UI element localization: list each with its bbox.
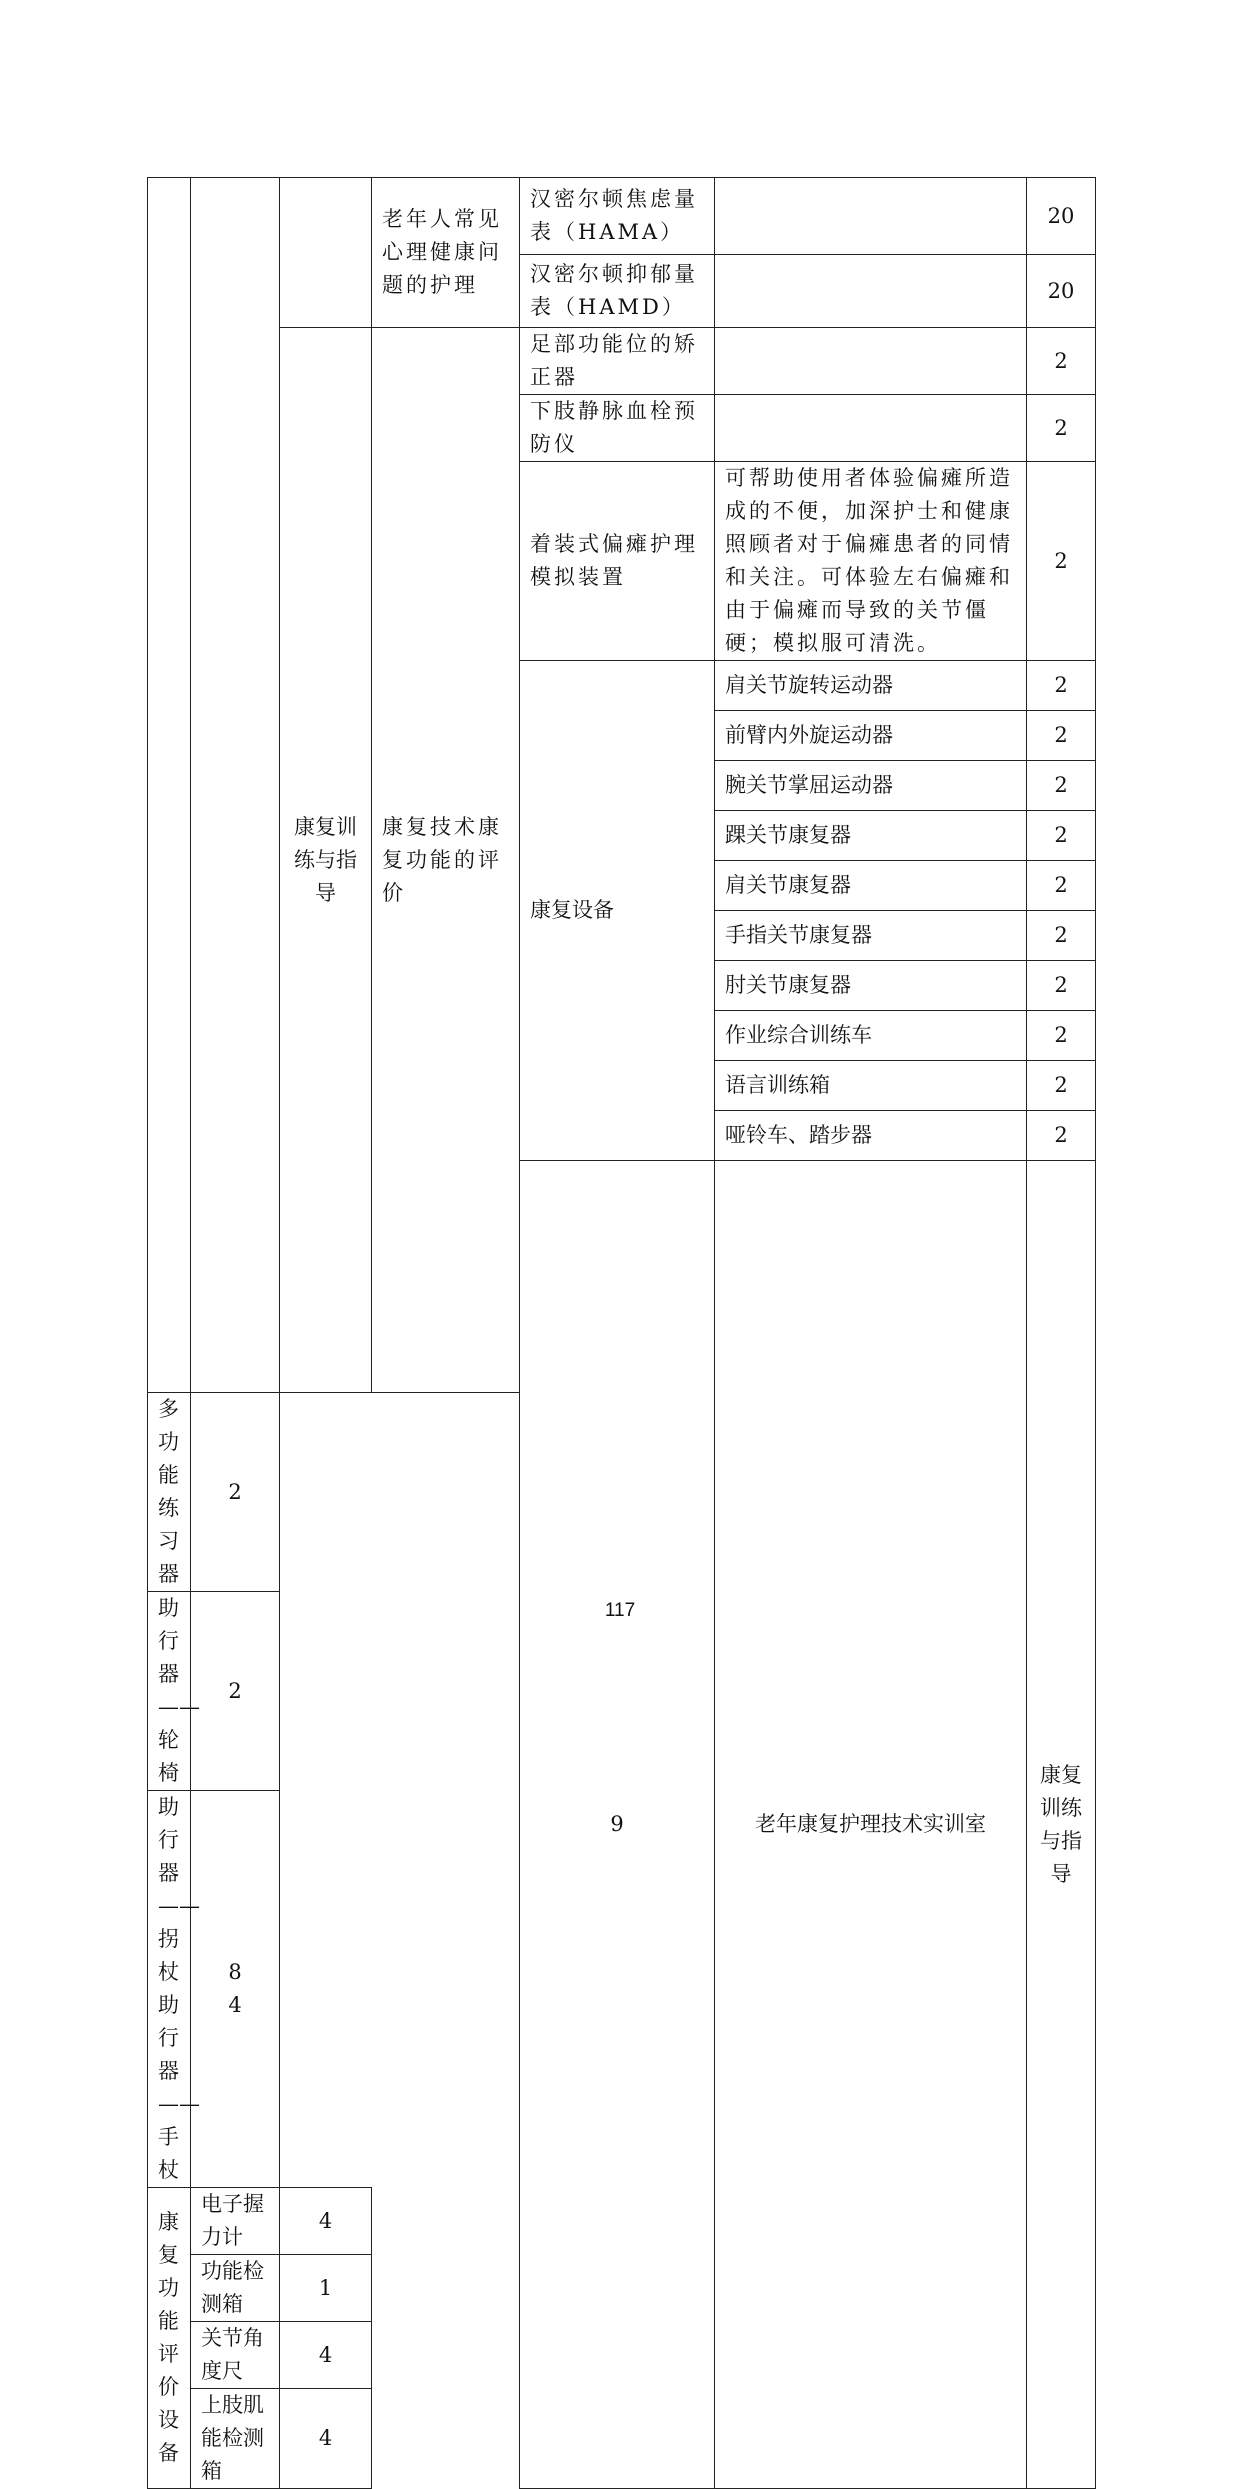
- page-number: 117: [604, 1600, 636, 1621]
- cell-device-qty: 2: [1027, 1111, 1096, 1161]
- cell-module-psych: [280, 178, 372, 328]
- cell-item-name: 汉密尔顿焦虑量表（HAMA）: [520, 178, 715, 255]
- cell-device-qty: 2: [1027, 661, 1096, 711]
- cell-device-qty: 2: [1027, 911, 1096, 961]
- cell-device-name: 关节角度尺: [191, 2322, 280, 2389]
- cell-topic-rehab: 康复技术康复功能的评价: [372, 328, 520, 1393]
- cell-device-name: 语言训练箱: [715, 1061, 1027, 1111]
- table-row: [148, 178, 1096, 255]
- cell-device-name: 手指关节康复器: [715, 911, 1027, 961]
- cell-device-qty: 2: [191, 1393, 280, 1592]
- cell-device-name: 肩关节康复器: [715, 861, 1027, 911]
- qty-line: 8: [228, 1960, 242, 1984]
- cell-item-name: 下肢静脉血栓预防仪: [520, 395, 715, 462]
- table-row: [148, 328, 1096, 395]
- cell-module-9: 康复训练与指导: [1027, 1161, 1096, 2489]
- cell-device-name: 电子握力计: [191, 2188, 280, 2255]
- cell-no-continued: [148, 178, 191, 1393]
- cell-device-qty: 2: [191, 1592, 280, 1791]
- cell-device-qty: 2: [1027, 961, 1096, 1011]
- cell-device-qty: 2: [1027, 1011, 1096, 1061]
- cell-device-name: 腕关节掌屈运动器: [715, 761, 1027, 811]
- cell-device-name: 哑铃车、踏步器: [715, 1111, 1027, 1161]
- cell-item-desc: [715, 328, 1027, 395]
- cell-device-qty: [191, 1791, 280, 2188]
- cell-item-name: 足部功能位的矫正器: [520, 328, 715, 395]
- cell-item-desc: [715, 255, 1027, 328]
- cell-item-desc: [715, 178, 1027, 255]
- cell-device-name: 上肢肌能检测箱: [191, 2389, 280, 2489]
- cell-no-9: 9: [520, 1161, 715, 2489]
- cell-item-qty: 2: [1027, 328, 1096, 395]
- cell-item-qty: 20: [1027, 255, 1096, 328]
- cell-device-name: 助行器——轮椅: [148, 1592, 191, 1791]
- cell-device-name: 踝关节康复器: [715, 811, 1027, 861]
- cell-device-name: 功能检测箱: [191, 2255, 280, 2322]
- cell-item-qty: 2: [1027, 462, 1096, 661]
- equipment-table: [147, 177, 1096, 2489]
- cell-module-rehab: 康复训练与指导: [280, 328, 372, 1393]
- cell-room-continued: [191, 178, 280, 1393]
- device-line: 助行器——手杖: [158, 1993, 200, 2182]
- cell-item-name: 汉密尔顿抑郁量表（HAMD）: [520, 255, 715, 328]
- cell-item-qty: 20: [1027, 178, 1096, 255]
- cell-item-desc: [715, 395, 1027, 462]
- cell-device-group: 康复设备: [520, 661, 715, 1161]
- cell-device-name: 肩关节旋转运动器: [715, 661, 1027, 711]
- qty-line: 4: [228, 1993, 242, 2017]
- cell-topic-psych: 老年人常见心理健康问题的护理: [372, 178, 520, 328]
- cell-device-qty: 4: [280, 2322, 372, 2389]
- cell-device-name: [148, 1791, 200, 2188]
- cell-device-name: 肘关节康复器: [715, 961, 1027, 1011]
- cell-item-desc: 可帮助使用者体验偏瘫所造成的不便，加深护士和健康照顾者对于偏瘫患者的同情和关注。可体验左右偏瘫和由于偏瘫而导致的关节僵硬；模拟服可清洗。: [715, 462, 1027, 661]
- cell-device-qty: 1: [280, 2255, 372, 2322]
- cell-item-name: 着装式偏瘫护理模拟装置: [520, 462, 715, 661]
- cell-device-qty: 2: [1027, 1061, 1096, 1111]
- cell-device-qty: 2: [1027, 861, 1096, 911]
- cell-device-qty: 2: [1027, 811, 1096, 861]
- cell-device-name: 前臂内外旋运动器: [715, 711, 1027, 761]
- cell-device-qty: 4: [280, 2389, 372, 2489]
- cell-category-9b: 康复功能评价设备: [148, 2188, 191, 2489]
- cell-room-9: 老年康复护理技术实训室: [715, 1161, 1027, 2489]
- device-line: 助行器——拐杖: [158, 1795, 200, 1984]
- cell-device-name: 作业综合训练车: [715, 1011, 1027, 1061]
- cell-device-qty: 2: [1027, 761, 1096, 811]
- cell-device-qty: 2: [1027, 711, 1096, 761]
- cell-device-name: 多功能练习器: [148, 1393, 191, 1592]
- cell-device-qty: 4: [280, 2188, 372, 2255]
- cell-item-qty: 2: [1027, 395, 1096, 462]
